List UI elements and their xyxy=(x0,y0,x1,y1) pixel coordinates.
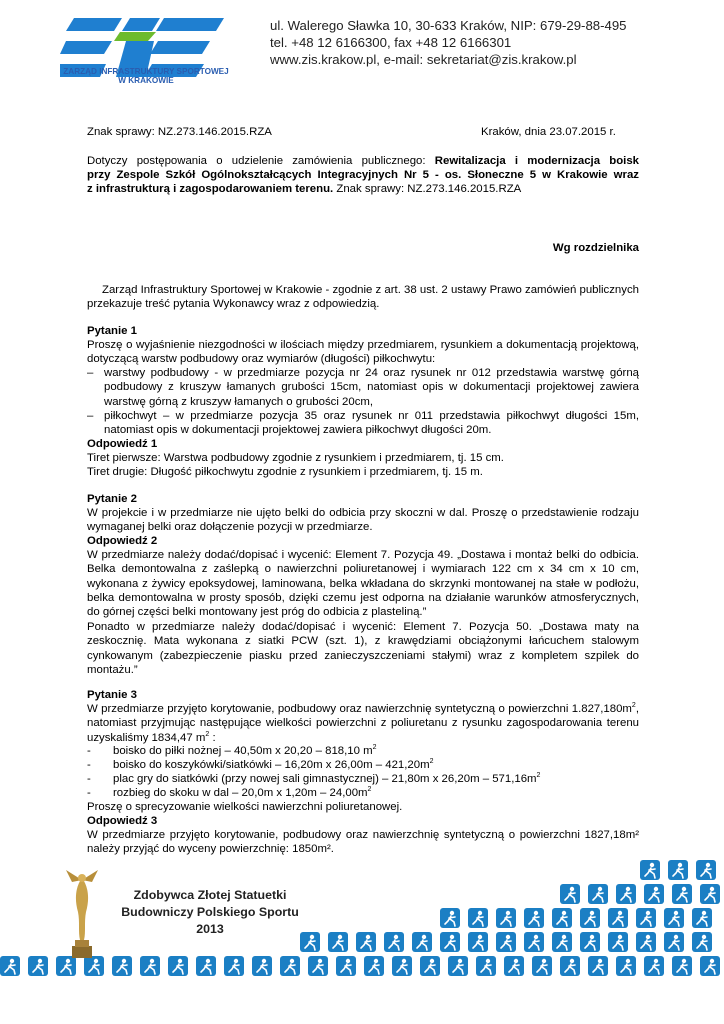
sport-pictogram-icon xyxy=(700,884,720,904)
sport-pictogram-icon xyxy=(664,932,684,952)
bullet-mark: - xyxy=(87,787,91,799)
sport-pictogram-icon xyxy=(668,860,688,880)
sport-pictogram-icon xyxy=(328,932,348,952)
award-line1: Zdobywca Złotej Statuetki xyxy=(133,888,287,902)
sport-pictogram-icon xyxy=(468,932,488,952)
q3-item-text-2: boisko do koszykówki/siatkówki – 16,20m x 26,00m – 421,20m xyxy=(113,759,430,771)
q3-item-1 xyxy=(87,744,639,758)
bullet-mark: – xyxy=(87,410,94,422)
superscript: 2 xyxy=(536,772,541,780)
superscript: 2 xyxy=(631,702,636,710)
intro-paragraph: Zarząd Infrastruktury Sportowej w Krakowie - zgodnie z art. 38 ust. 2 ustawy Prawo zamówień publicznych przekazuje treść pytania Wykonawcy wraz z odpowiedzią. xyxy=(87,284,639,311)
q3-item-text-4: rozbieg do skoku w dal – 20,0m x 1,20m – 24,00m xyxy=(113,787,368,799)
q1-bullet-text-2: piłkochwyt – w przedmiarze pozycja 35 oraz rysunek nr 011 przedstawia piłkochwyt długości 15m, natomiast opis w dokumentacji projektowej zawiera piłkochwyt długości 20m. xyxy=(104,410,639,437)
sport-pictogram-icon xyxy=(440,908,460,928)
sport-pictogram-icon xyxy=(496,908,516,928)
org-name-line1: ZARZĄD INFRASTRUKTURY SPORTOWEJ xyxy=(63,67,229,76)
sport-pictogram-icon xyxy=(664,908,684,928)
sport-pictogram-icon xyxy=(468,908,488,928)
sport-pictogram-icon xyxy=(644,884,664,904)
q2-text: W projekcie i w przedmiarze nie ujęto belki do odbicia przy skoczni w dal. Proszę o przedstawienie rodzaju wymaganej belki oraz dołączenie pozycji w przedmiarze. xyxy=(87,507,639,534)
sport-pictogram-icon xyxy=(700,956,720,976)
header-phone: tel. +48 12 6166300, fax +48 12 6166301 xyxy=(270,35,512,50)
sport-pictogram-icon xyxy=(644,956,664,976)
place-date: Kraków, dnia 23.07.2015 r. xyxy=(481,126,616,138)
q1-text: Proszę o wyjaśnienie niezgodności w ilościach między przedmiarem, rysunkiem a dokumentacją projektową, dotyczącą warstw podbudowy oraz wymiarów (długości) piłkochwytu: xyxy=(87,339,639,366)
sport-pictogram-icon xyxy=(28,956,48,976)
sport-pictogram-icon xyxy=(504,956,524,976)
sport-pictogram-icon xyxy=(580,908,600,928)
sport-pictogram-icon xyxy=(336,956,356,976)
sport-pictogram-icon xyxy=(280,956,300,976)
superscript: 2 xyxy=(205,730,210,738)
superscript: 2 xyxy=(429,758,434,766)
award-line3: 2013 xyxy=(196,922,224,936)
bullet-mark: – xyxy=(87,367,94,379)
subject-line2: przy Zespole Szkół Ogólnokształcących Integracyjnych Nr 5 - os. Słoneczne 5 w Krakowie wraz xyxy=(87,169,639,181)
org-name-line2: W KRAKOWIE xyxy=(118,76,174,85)
a2-paragraph2: Ponadto w przedmiarze należy dodać/dopisać i wycenić: Element 7. Pozycja 50. „Dostawa maty na zeskocznię. Mata wykonana z siatki PCW (szt. 1), z krawędziami obciążonymi łańcuchem stalowym cynkowanym (zabezpieczenie piasku przed zanieczyszczeniami stałymi) wraz z kompletem szpilek do montażu.” xyxy=(87,621,639,676)
sport-pictogram-icon xyxy=(224,956,244,976)
sport-pictogram-icon xyxy=(532,956,552,976)
sport-pictogram-icon xyxy=(608,908,628,928)
sport-pictogram-icon xyxy=(168,956,188,976)
sport-pictogram-icon xyxy=(616,884,636,904)
a2-title: Odpowiedź 2 xyxy=(87,535,158,547)
subject-intro: Dotyczy postępowania o udzielenie zamówienia publicznego: xyxy=(87,155,426,167)
sport-pictogram-icon xyxy=(308,956,328,976)
bullet-mark: - xyxy=(87,773,91,785)
q3-request: Proszę o sprecyzowanie wielkości nawierzchni poliuretanowej. xyxy=(87,801,403,813)
sport-pictogram-icon xyxy=(580,932,600,952)
sport-pictogram-icon xyxy=(496,932,516,952)
a1-line1: Tiret pierwsze: Warstwa podbudowy zgodnie z rysunkiem i przedmiarem, tj. 15 cm. xyxy=(87,452,504,464)
sport-pictogram-icon xyxy=(112,956,132,976)
q3-text-b: , natomiast przyjmując następujące wielkości powierzchni z poliuretanu z rysunku zagospodarowania terenu uzyskaliśmy 1834,47 m xyxy=(87,703,639,744)
sport-pictogram-icon xyxy=(640,860,660,880)
sport-pictogram-icon xyxy=(692,908,712,928)
header-address: ul. Walerego Sławka 10, 30-633 Kraków, NIP: 679-29-88-495 xyxy=(270,18,627,33)
bullet-mark: - xyxy=(87,745,91,757)
sport-pictogram-icon xyxy=(696,860,716,880)
a1-line2: Tiret drugie: Długość piłkochwytu zgodnie z rysunkiem i przedmiarem, tj. 15 m. xyxy=(87,466,483,478)
case-number: Znak sprawy: NZ.273.146.2015.RZA xyxy=(87,126,272,138)
sport-pictogram-icon xyxy=(440,932,460,952)
q3-text-c: : xyxy=(209,731,216,744)
sport-pictogram-icon xyxy=(616,956,636,976)
sport-pictogram-icon xyxy=(560,956,580,976)
superscript: 2 xyxy=(372,744,377,752)
sport-pictogram-icon xyxy=(524,908,544,928)
a3-text: W przedmiarze przyjęto korytowanie, podbudowy oraz nawierzchnię syntetyczną o powierzchni 1827,18m² należy przyjąć do wyceny powierzchnię: 1850m². xyxy=(87,829,639,856)
sport-pictogram-icon xyxy=(636,908,656,928)
sport-pictogram-icon xyxy=(356,932,376,952)
sport-pictogram-icon xyxy=(608,932,628,952)
sport-pictogram-icon xyxy=(392,956,412,976)
sport-pictogram-icon xyxy=(0,956,20,976)
q1-title: Pytanie 1 xyxy=(87,325,138,337)
q1-bullet-text-1: warstwy podbudowy - w przedmiarze pozycja nr 24 oraz rysunek nr 012 przedstawia warstwę górną podbudowy z kruszyw łamanych grubości 15cm, natomiast opis w dokumentacji projektowej zawiera warstwę górną z kruszyw łamanych o grubości 20cm, xyxy=(104,367,639,408)
a1-title: Odpowiedź 1 xyxy=(87,438,158,450)
subject-title-part3: z infrastrukturą i zagospodarowaniem terenu. xyxy=(87,183,334,195)
sport-pictogram-icon xyxy=(140,956,160,976)
header-web: www.zis.krakow.pl, e-mail: sekretariat@zis.krakow.pl xyxy=(270,52,577,67)
q3-item-text-1: boisko do piłki nożnej – 40,50m x 20,20 – 818,10 m xyxy=(113,745,373,757)
sport-pictogram-icon xyxy=(588,884,608,904)
sport-pictogram-icon xyxy=(672,884,692,904)
sport-pictogram-icon xyxy=(552,908,572,928)
sport-pictogram-icon xyxy=(300,932,320,952)
bullet-mark: - xyxy=(87,759,91,771)
subject-case-number: Znak sprawy: NZ.273.146.2015.RZA xyxy=(333,183,522,195)
sport-pictogram-icon xyxy=(448,956,468,976)
sport-pictogram-icon xyxy=(552,932,572,952)
sport-pictogram-icon xyxy=(560,884,580,904)
superscript: 2 xyxy=(367,786,372,794)
subject-line3 xyxy=(87,182,521,196)
q3-item-2 xyxy=(87,758,639,772)
q3-text-a: W przedmiarze przyjęto korytowanie, podbudowy oraz nawierzchnię syntetyczną o powierzchni 1.827,180m xyxy=(87,703,632,715)
q1-bullet-2 xyxy=(87,409,639,438)
sport-pictogram-icon xyxy=(588,956,608,976)
subject-title-part1: Rewitalizacja i modernizacja boisk xyxy=(434,155,639,167)
q3-item-4 xyxy=(87,786,639,800)
sport-pictograms-icon xyxy=(0,850,724,980)
sport-pictogram-icon xyxy=(412,932,432,952)
q3-item-3 xyxy=(87,772,639,786)
q3-item-text-3: plac gry do siatkówki (przy nowej sali gimnastycznej) – 21,80m x 26,20m – 571,16m xyxy=(113,773,537,785)
sport-pictogram-icon xyxy=(476,956,496,976)
q2-title: Pytanie 2 xyxy=(87,493,138,505)
sport-pictogram-icon xyxy=(252,956,272,976)
sport-pictogram-icon xyxy=(692,932,712,952)
a2-paragraph1: W przedmiarze należy dodać/dopisać i wycenić: Element 7. Pozycja 49. „Dostawa i montaż belki do odbicia. Belka demontowalna z zaślepką o nawierzchni poliuretanowej i wymiarach 122 cm x 34 cm x 10 cm, wykonana z żywicy epoksydowej, laminowana, belka wkładana do skrzynki montowanej na stałe w podłożu, belka demontowalna w prosty sposób, dzięki czemu jest odporna na działanie warunków atmosferycznych, do górnej części belki montowany jest próg do odbicia z plasteliną.” xyxy=(87,549,639,619)
q3-title: Pytanie 3 xyxy=(87,689,138,701)
a3-title: Odpowiedź 3 xyxy=(87,815,158,827)
distribution-label: Wg rozdzielnika xyxy=(552,242,639,254)
q3-text xyxy=(87,702,639,745)
q1-bullet-1 xyxy=(87,366,639,409)
award-line2: Budowniczy Polskiego Sportu xyxy=(121,905,299,919)
sport-pictogram-icon xyxy=(524,932,544,952)
subject-line1 xyxy=(87,154,639,168)
sport-pictogram-icon xyxy=(420,956,440,976)
sport-pictogram-icon xyxy=(672,956,692,976)
sport-pictogram-icon xyxy=(196,956,216,976)
sport-pictogram-icon xyxy=(384,932,404,952)
sport-pictogram-icon xyxy=(364,956,384,976)
sport-pictogram-icon xyxy=(636,932,656,952)
golden-statuette-icon xyxy=(62,868,102,960)
